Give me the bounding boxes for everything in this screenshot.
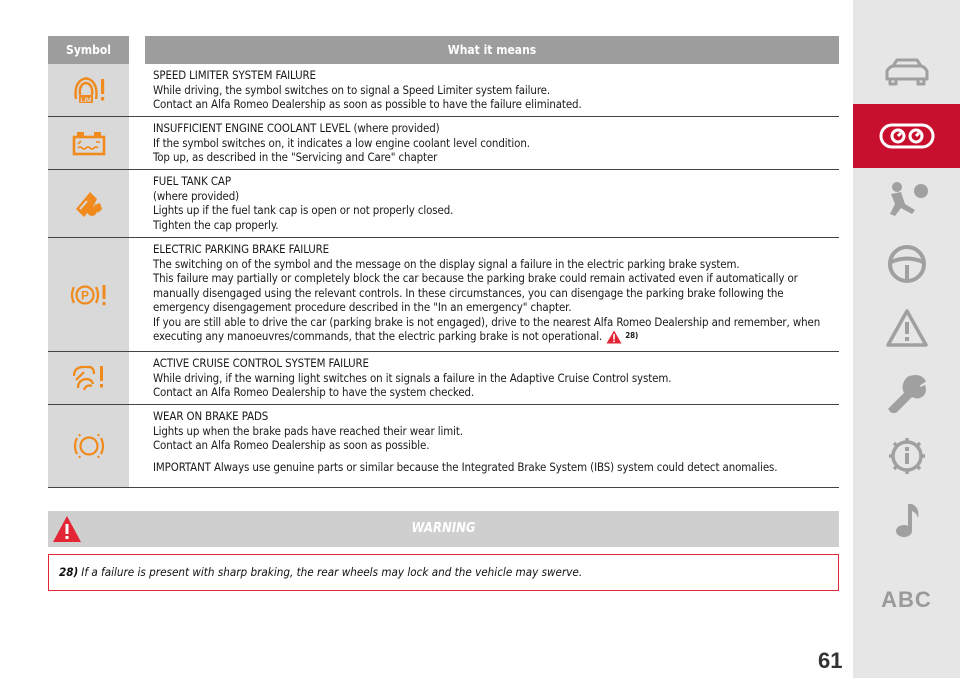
dashboard-instruments-icon [879, 123, 935, 149]
symbol-cell [48, 405, 129, 487]
warning-body [48, 554, 839, 591]
sidebar-item-emergency[interactable] [853, 296, 960, 360]
svg-text:P: P [80, 288, 89, 302]
table-header [48, 36, 839, 64]
brake-pad-wear-icon [72, 432, 106, 460]
fuel-tank-cap-icon [72, 187, 106, 221]
note-number: 28) [59, 565, 79, 579]
sidebar-item-instruments[interactable] [853, 104, 960, 168]
symbol-cell [48, 64, 129, 116]
adaptive-cruise-control-failure-icon [70, 362, 108, 394]
steering-wheel-icon [886, 243, 928, 285]
table-row [48, 64, 839, 117]
music-note-icon [890, 500, 924, 540]
electric-parking-brake-failure-icon [69, 280, 109, 310]
table-row [48, 170, 839, 238]
warning-reference[interactable] [606, 329, 638, 344]
symbol-cell [48, 352, 129, 404]
sidebar-item-index[interactable] [853, 568, 960, 632]
svg-text:LIM: LIM [79, 97, 92, 104]
row-title: FUEL TANK CAP [153, 174, 231, 188]
sidebar-item-multimedia[interactable] [853, 488, 960, 552]
speed-limiter-failure-icon [71, 75, 107, 105]
row-text: ELECTRIC PARKING BRAKE FAILURE The switching on of the symbol and the message on the display signal a failure in the electric parking brake system. This failure may partially or completely block the car because the parking brake could remain activated even if automatically or manually disengaged using the relevant controls. In these circumstances, you can disengage the parking brake following the emergency disengagement procedure described in the "In an emergency" chapter. If you are still able to drive the car (parking brake is not engaged), drive to the nearest Alfa Romeo Dealership and remember, when executing any manoeuvres/commands, that the electric parking brake is not operational. 28) [129, 238, 839, 351]
row-text: FUEL TANK CAP (where provided) Lights up if the fuel tank cap is open or not properly closed. Tighten the cap properly. [129, 170, 839, 237]
chapter-sidebar [853, 0, 960, 678]
row-title: ACTIVE CRUISE CONTROL SYSTEM FAILURE [153, 356, 369, 370]
row-title: WEAR ON BRAKE PADS [153, 409, 269, 423]
table-row [48, 238, 839, 352]
row-text: SPEED LIMITER SYSTEM FAILURE While driving, the symbol switches on to signal a Speed Limiter system failure. Contact an Alfa Romeo Dealership as soon as possible to have the failure eliminated. [129, 64, 839, 116]
table-row [48, 405, 839, 488]
technical-data-icon [886, 435, 928, 477]
reference-number: 28) [625, 331, 639, 341]
sidebar-item-vehicle[interactable] [853, 40, 960, 104]
table-row [48, 352, 839, 405]
table-row [48, 117, 839, 170]
symbol-cell [48, 117, 129, 169]
warning-text: If a failure is present with sharp braking, the rear wheels may lock and the vehicle may swerve. [81, 565, 583, 579]
wrench-icon [886, 371, 928, 413]
row-text: ACTIVE CRUISE CONTROL SYSTEM FAILURE While driving, if the warning light switches on it signals a failure in the Adaptive Cruise Control system. Contact an Alfa Romeo Dealership to have the system checked. [129, 352, 839, 404]
warning-header [48, 511, 839, 547]
airbag-safety-icon [885, 180, 929, 220]
symbol-cell [48, 170, 129, 237]
car-icon [883, 57, 931, 87]
row-text: INSUFFICIENT ENGINE COOLANT LEVEL (where provided) If the symbol switches on, it indicates a low engine coolant level condition. Top up, as described in the "Servicing and Care" chapter [129, 117, 839, 169]
sidebar-item-safety[interactable] [853, 168, 960, 232]
warning-lights-table [48, 36, 839, 488]
row-title: INSUFFICIENT ENGINE COOLANT LEVEL (where provided) [153, 121, 440, 135]
sidebar-item-servicing[interactable] [853, 360, 960, 424]
header-meaning: What it means [145, 36, 839, 64]
index-abc-label: ABC [881, 587, 932, 612]
row-title: SPEED LIMITER SYSTEM FAILURE [153, 68, 316, 82]
row-text: WEAR ON BRAKE PADS Lights up when the brake pads have reached their wear limit. Contact an Alfa Romeo Dealership as soon as possible. IMPORTANT Always use genuine parts or similar because the Integrated Brake System (IBS) system could detect anomalies. [129, 405, 839, 487]
page-number: 61 [818, 648, 843, 673]
sidebar-item-technical-data[interactable] [853, 424, 960, 488]
sidebar-item-driving[interactable] [853, 232, 960, 296]
warning-triangle-icon [606, 330, 622, 344]
important-note: IMPORTANT Always use genuine parts or similar because the Integrated Brake System (IBS) system could detect anomalies. [153, 459, 778, 474]
warning-triangle-icon [885, 308, 929, 348]
symbol-cell [48, 238, 129, 351]
row-title: ELECTRIC PARKING BRAKE FAILURE [153, 242, 330, 256]
engine-coolant-level-icon [72, 130, 106, 156]
header-symbol: Symbol [48, 36, 129, 64]
warning-title: WARNING [411, 521, 476, 536]
